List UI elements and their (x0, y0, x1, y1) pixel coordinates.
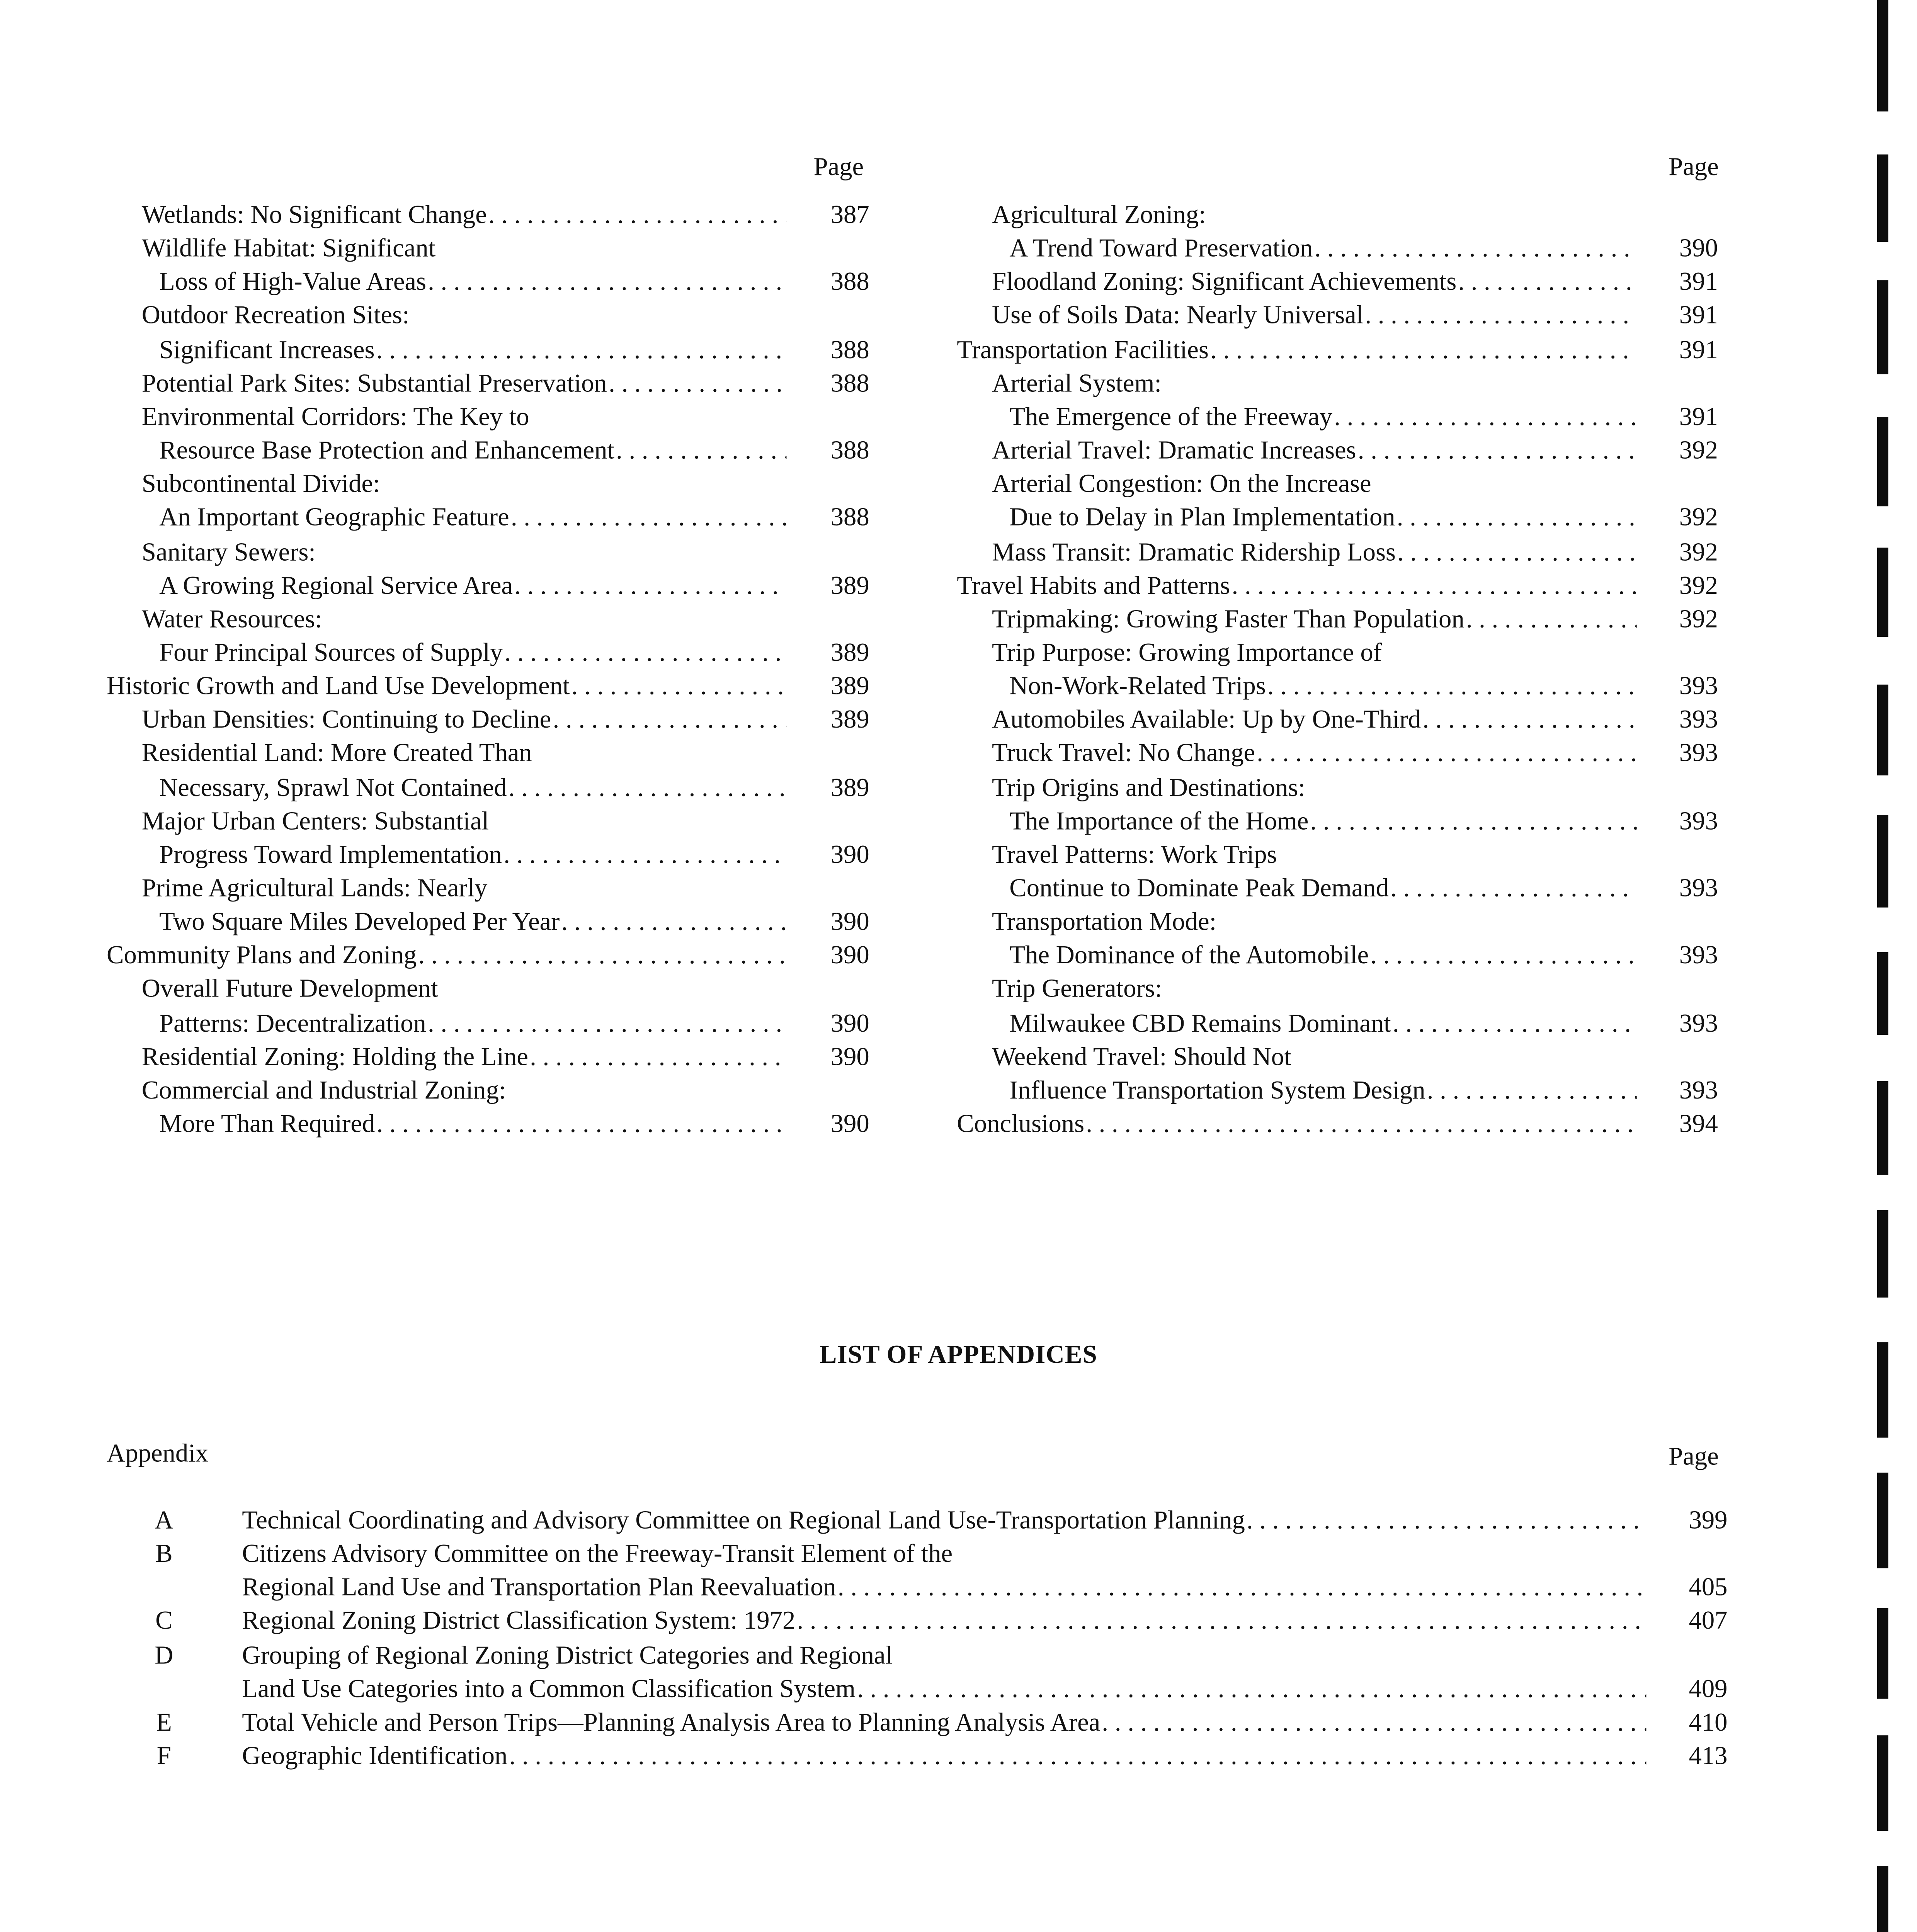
dot-leader (561, 906, 787, 940)
binding-mark (1877, 417, 1888, 507)
toc-entry (1009, 233, 1640, 266)
toc-entry (159, 334, 790, 367)
toc-entry-title: Arterial Congestion: On the Increase (992, 470, 1371, 499)
dot-leader (1267, 670, 1637, 704)
toc-entry-title: Prime Agricultural Lands: Nearly (141, 874, 488, 903)
list-entry-page: 407 (1689, 1607, 1728, 1636)
toc-entry-title: Automobiles Available: Up by One-Third (992, 706, 1421, 735)
toc-entry (992, 435, 1640, 468)
list-entry-title: Grouping of Regional Zoning District Categories and Regional (242, 1641, 893, 1670)
toc-entry (159, 266, 790, 300)
binding-mark (1877, 0, 1888, 111)
appendices-title: LIST OF APPENDICES (819, 1340, 1097, 1369)
dot-leader (1232, 570, 1637, 603)
dot-leader (1086, 1108, 1636, 1142)
toc-entry (159, 771, 790, 805)
toc-entry-title: Trip Generators: (992, 975, 1162, 1004)
toc-entry-title: Tripmaking: Growing Faster Than Population (992, 604, 1465, 634)
toc-entry-title: Outdoor Recreation Sites: (141, 301, 410, 330)
toc-entry-page: 389 (830, 672, 869, 701)
toc-entry-page: 391 (1679, 335, 1718, 364)
toc-entry-title: Milwaukee CBD Remains Dominant (1009, 1009, 1391, 1037)
toc-entry-title: Wildlife Habitat: Significant (141, 234, 436, 263)
toc-entry-title: Necessary, Sprawl Not Contained (159, 773, 507, 802)
dot-leader (1397, 502, 1637, 536)
dot-leader (1390, 872, 1636, 906)
toc-entry-title: Trip Origins and Destinations: (992, 773, 1305, 802)
toc-entry-title: Agricultural Zoning: (992, 201, 1206, 230)
dot-leader (509, 1740, 1647, 1774)
binding-mark (1877, 815, 1888, 908)
toc-entry-page: 390 (830, 1009, 869, 1037)
dot-leader (1397, 536, 1637, 569)
toc-entry-title: Travel Patterns: Work Trips (992, 840, 1277, 869)
toc-entry (159, 839, 790, 872)
toc-entry-title: Floodland Zoning: Significant Achievements (992, 268, 1457, 297)
toc-entry-page: 392 (1679, 604, 1718, 634)
appendix-letter: E (156, 1708, 172, 1737)
binding-mark (1877, 1866, 1888, 1932)
toc-entry-page: 393 (1679, 941, 1718, 970)
toc-entry-title: Mass Transit: Dramatic Ridership Loss (992, 537, 1396, 566)
toc-entry (992, 704, 1640, 738)
toc-entry-title: Due to Delay in Plan Implementation (1009, 503, 1395, 532)
binding-mark (1877, 1210, 1888, 1298)
toc-entry-title: Residential Zoning: Holding the Line (141, 1042, 529, 1071)
appendix-letter: F (156, 1742, 171, 1770)
toc-entry-title: Arterial Travel: Dramatic Increases (992, 436, 1356, 465)
binding-mark (1877, 280, 1888, 374)
toc-entry-page: 388 (830, 335, 869, 364)
toc-entry (107, 670, 790, 704)
toc-entry-page: 390 (830, 908, 869, 937)
toc-entry-title: Commercial and Industrial Zoning: (141, 1076, 506, 1105)
toc-entry-page: 392 (1679, 503, 1718, 532)
toc-entry-title: Wetlands: No Significant Change (141, 201, 487, 230)
toc-entry-title: More Than Required (159, 1110, 375, 1139)
toc-entry (1009, 940, 1640, 973)
dot-leader (1370, 940, 1636, 973)
list-entry-page: 410 (1689, 1708, 1728, 1737)
toc-entry-page: 391 (1679, 402, 1718, 432)
toc-entry-title: The Importance of the Home (1009, 806, 1309, 835)
toc-entry-title: Transportation Mode: (992, 908, 1217, 937)
binding-mark (1877, 155, 1888, 242)
list-entry (242, 1572, 1649, 1605)
dot-leader (1315, 233, 1637, 266)
toc-entry (1009, 805, 1640, 839)
toc-entry-title: Urban Densities: Continuing to Decline (141, 706, 551, 735)
dot-leader (376, 1108, 786, 1142)
list-entry-title: Total Vehicle and Person Trips—Planning Analysis Area to Planning Analysis Area (242, 1708, 1101, 1737)
toc-entry-page: 393 (1679, 706, 1718, 735)
toc-entry (159, 570, 790, 603)
dot-leader (530, 1041, 786, 1075)
toc-entry-page: 389 (830, 773, 869, 802)
dot-leader (1365, 300, 1636, 333)
toc-entry-page: 389 (830, 571, 869, 600)
binding-mark (1877, 1608, 1888, 1699)
toc-entry-title: Weekend Travel: Should Not (992, 1042, 1291, 1071)
toc-entry-page: 394 (1679, 1110, 1718, 1139)
toc-entry-page: 389 (830, 638, 869, 667)
toc-entry (992, 266, 1640, 300)
dot-leader (1427, 1075, 1637, 1108)
toc-entry-title: Arterial System: (992, 369, 1162, 398)
toc-entry-title: The Dominance of the Automobile (1009, 941, 1369, 970)
binding-mark (1877, 1735, 1888, 1831)
dot-leader (553, 704, 786, 738)
appendix-letter: A (155, 1506, 173, 1535)
toc-entry (142, 199, 790, 233)
toc-entry-title: A Growing Regional Service Area (159, 571, 513, 600)
toc-entry-page: 390 (830, 1042, 869, 1071)
binding-mark (1877, 952, 1888, 1035)
toc-entry-title: Historic Growth and Land Use Development (107, 672, 570, 701)
list-entry-title: Citizens Advisory Committee on the Freeway-Transit Element of the (242, 1539, 953, 1569)
toc-entry-page: 392 (1679, 571, 1718, 600)
dot-leader (838, 1572, 1646, 1605)
toc-entry-page: 390 (830, 840, 869, 869)
toc-right-page-header: Page (1669, 153, 1719, 182)
toc-entry-page: 388 (830, 268, 869, 297)
toc-entry-title: Potential Park Sites: Substantial Preservation (141, 369, 607, 398)
list-entry-page: 409 (1689, 1674, 1728, 1703)
list-entry-title: Technical Coordinating and Advisory Committee on Regional Land Use-Transportation Planning (242, 1506, 1245, 1535)
binding-mark (1877, 548, 1888, 637)
dot-leader (488, 199, 787, 233)
toc-entry-page: 390 (830, 941, 869, 970)
binding-mark (1877, 685, 1888, 776)
toc-entry (159, 1108, 790, 1142)
list-entry-title: Land Use Categories into a Common Classification System (242, 1674, 856, 1703)
list-entry (242, 1740, 1649, 1774)
dot-leader (616, 435, 786, 468)
list-entry-title: Geographic Identification (242, 1742, 508, 1770)
list-entry-page: 399 (1689, 1506, 1728, 1535)
dot-leader (503, 839, 786, 872)
toc-entry (1009, 670, 1640, 704)
dot-leader (1310, 805, 1637, 839)
list-entry (242, 1673, 1649, 1706)
toc-entry-page: 393 (1679, 739, 1718, 768)
list-entry (242, 1707, 1649, 1740)
toc-entry (1009, 1007, 1640, 1041)
toc-entry-page: 390 (830, 1110, 869, 1139)
toc-entry-title: Resource Base Protection and Enhancement (159, 436, 614, 465)
dot-leader (1334, 401, 1636, 435)
toc-entry (107, 940, 790, 973)
appendix-letter: D (155, 1641, 173, 1670)
dot-leader (428, 1007, 786, 1041)
toc-entry (159, 502, 790, 536)
toc-entry (957, 334, 1640, 367)
toc-entry (142, 1041, 790, 1075)
dot-leader (1210, 334, 1637, 367)
dot-leader (1247, 1505, 1646, 1538)
toc-entry-title: Sanitary Sewers: (141, 537, 316, 566)
toc-entry (992, 603, 1640, 637)
binding-mark (1877, 1081, 1888, 1175)
toc-entry-title: Community Plans and Zoning (107, 941, 417, 970)
toc-entry (957, 1108, 1640, 1142)
toc-entry-page: 393 (1679, 672, 1718, 701)
toc-entry-title: Subcontinental Divide: (141, 470, 380, 499)
toc-entry-title: Water Resources: (141, 604, 322, 634)
toc-entry (957, 570, 1640, 603)
toc-entry-page: 390 (1679, 234, 1718, 263)
toc-entry-title: Four Principal Sources of Supply (159, 638, 503, 667)
toc-entry (992, 536, 1640, 569)
toc-entry-title: Residential Land: More Created Than (141, 739, 532, 768)
toc-entry-title: Progress Toward Implementation (159, 840, 502, 869)
toc-entry (159, 1007, 790, 1041)
toc-entry (1009, 1075, 1640, 1108)
toc-entry-page: 393 (1679, 874, 1718, 903)
dot-leader (1458, 266, 1636, 300)
toc-entry-page: 393 (1679, 806, 1718, 835)
dot-leader (572, 670, 787, 704)
toc-entry (1009, 401, 1640, 435)
toc-entry-title: The Emergence of the Freeway (1009, 402, 1333, 432)
dot-leader (609, 367, 786, 401)
toc-entry (159, 906, 790, 940)
toc-entry-title: Transportation Facilities (957, 335, 1209, 364)
toc-entry-title: Trip Purpose: Growing Importance of (992, 638, 1382, 667)
dot-leader (857, 1673, 1646, 1706)
toc-entry (992, 300, 1640, 333)
toc-entry (159, 435, 790, 468)
toc-entry-title: Loss of High-Value Areas (159, 268, 426, 297)
dot-leader (428, 266, 786, 300)
list-entry-page: 413 (1689, 1742, 1728, 1770)
list-entry-title: Regional Zoning District Classification System: 1972 (242, 1607, 796, 1636)
toc-entry-page: 393 (1679, 1076, 1718, 1105)
dot-leader (1257, 738, 1636, 771)
toc-entry-title: Influence Transportation System Design (1009, 1076, 1425, 1105)
binding-mark (1877, 1473, 1888, 1568)
toc-entry (142, 367, 790, 401)
toc-entry-title: An Important Geographic Feature (159, 503, 509, 532)
toc-entry-page: 392 (1679, 537, 1718, 566)
toc-entry-page: 391 (1679, 268, 1718, 297)
list-entry-title: Regional Land Use and Transportation Plan Reevaluation (242, 1573, 836, 1602)
dot-leader (797, 1605, 1646, 1639)
dot-leader (511, 502, 787, 536)
appendix-letter: B (155, 1539, 173, 1569)
dot-leader (1393, 1007, 1637, 1041)
toc-entry-page: 388 (830, 436, 869, 465)
dot-leader (514, 570, 786, 603)
toc-entry-title: Use of Soils Data: Nearly Universal (992, 301, 1364, 330)
toc-entry-title: Overall Future Development (141, 975, 438, 1004)
toc-entry-title: Non-Work-Related Trips (1009, 672, 1266, 701)
toc-entry-title: Conclusions (957, 1110, 1085, 1139)
dot-leader (376, 334, 787, 367)
toc-entry (1009, 502, 1640, 536)
dot-leader (418, 940, 786, 973)
toc-entry-page: 387 (830, 201, 869, 230)
toc-entry-title: Truck Travel: No Change (992, 739, 1255, 768)
toc-entry-title: Continue to Dominate Peak Demand (1009, 874, 1389, 903)
toc-entry-page: 392 (1679, 436, 1718, 465)
appendix-letter: C (155, 1607, 173, 1636)
toc-entry-title: Two Square Miles Developed Per Year (159, 908, 560, 937)
toc-entry (992, 738, 1640, 771)
dot-leader (504, 637, 786, 670)
dot-leader (1102, 1707, 1646, 1740)
appendix-column-label: Appendix (107, 1439, 209, 1468)
toc-entry-title: A Trend Toward Preservation (1009, 234, 1313, 263)
dot-leader (1466, 603, 1637, 637)
toc-entry (1009, 872, 1640, 906)
toc-entry-title: Major Urban Centers: Substantial (141, 806, 489, 835)
list-entry (242, 1505, 1649, 1538)
dot-leader (509, 771, 787, 805)
toc-entry (159, 637, 790, 670)
toc-entry-title: Travel Habits and Patterns (957, 571, 1230, 600)
toc-entry-page: 389 (830, 706, 869, 735)
toc-entry-page: 393 (1679, 1009, 1718, 1037)
toc-entry-title: Patterns: Decentralization (159, 1009, 426, 1037)
appendix-page-label: Page (1669, 1442, 1719, 1471)
toc-entry-page: 391 (1679, 301, 1718, 330)
toc-entry-title: Significant Increases (159, 335, 375, 364)
toc-left-page-header: Page (813, 153, 864, 182)
toc-entry (142, 704, 790, 738)
toc-entry-title: Environmental Corridors: The Key to (141, 402, 529, 432)
toc-entry-page: 388 (830, 369, 869, 398)
list-entry (242, 1605, 1649, 1639)
dot-leader (1358, 435, 1637, 468)
list-entry-page: 405 (1689, 1573, 1728, 1602)
dot-leader (1422, 704, 1636, 738)
toc-entry-page: 388 (830, 503, 869, 532)
